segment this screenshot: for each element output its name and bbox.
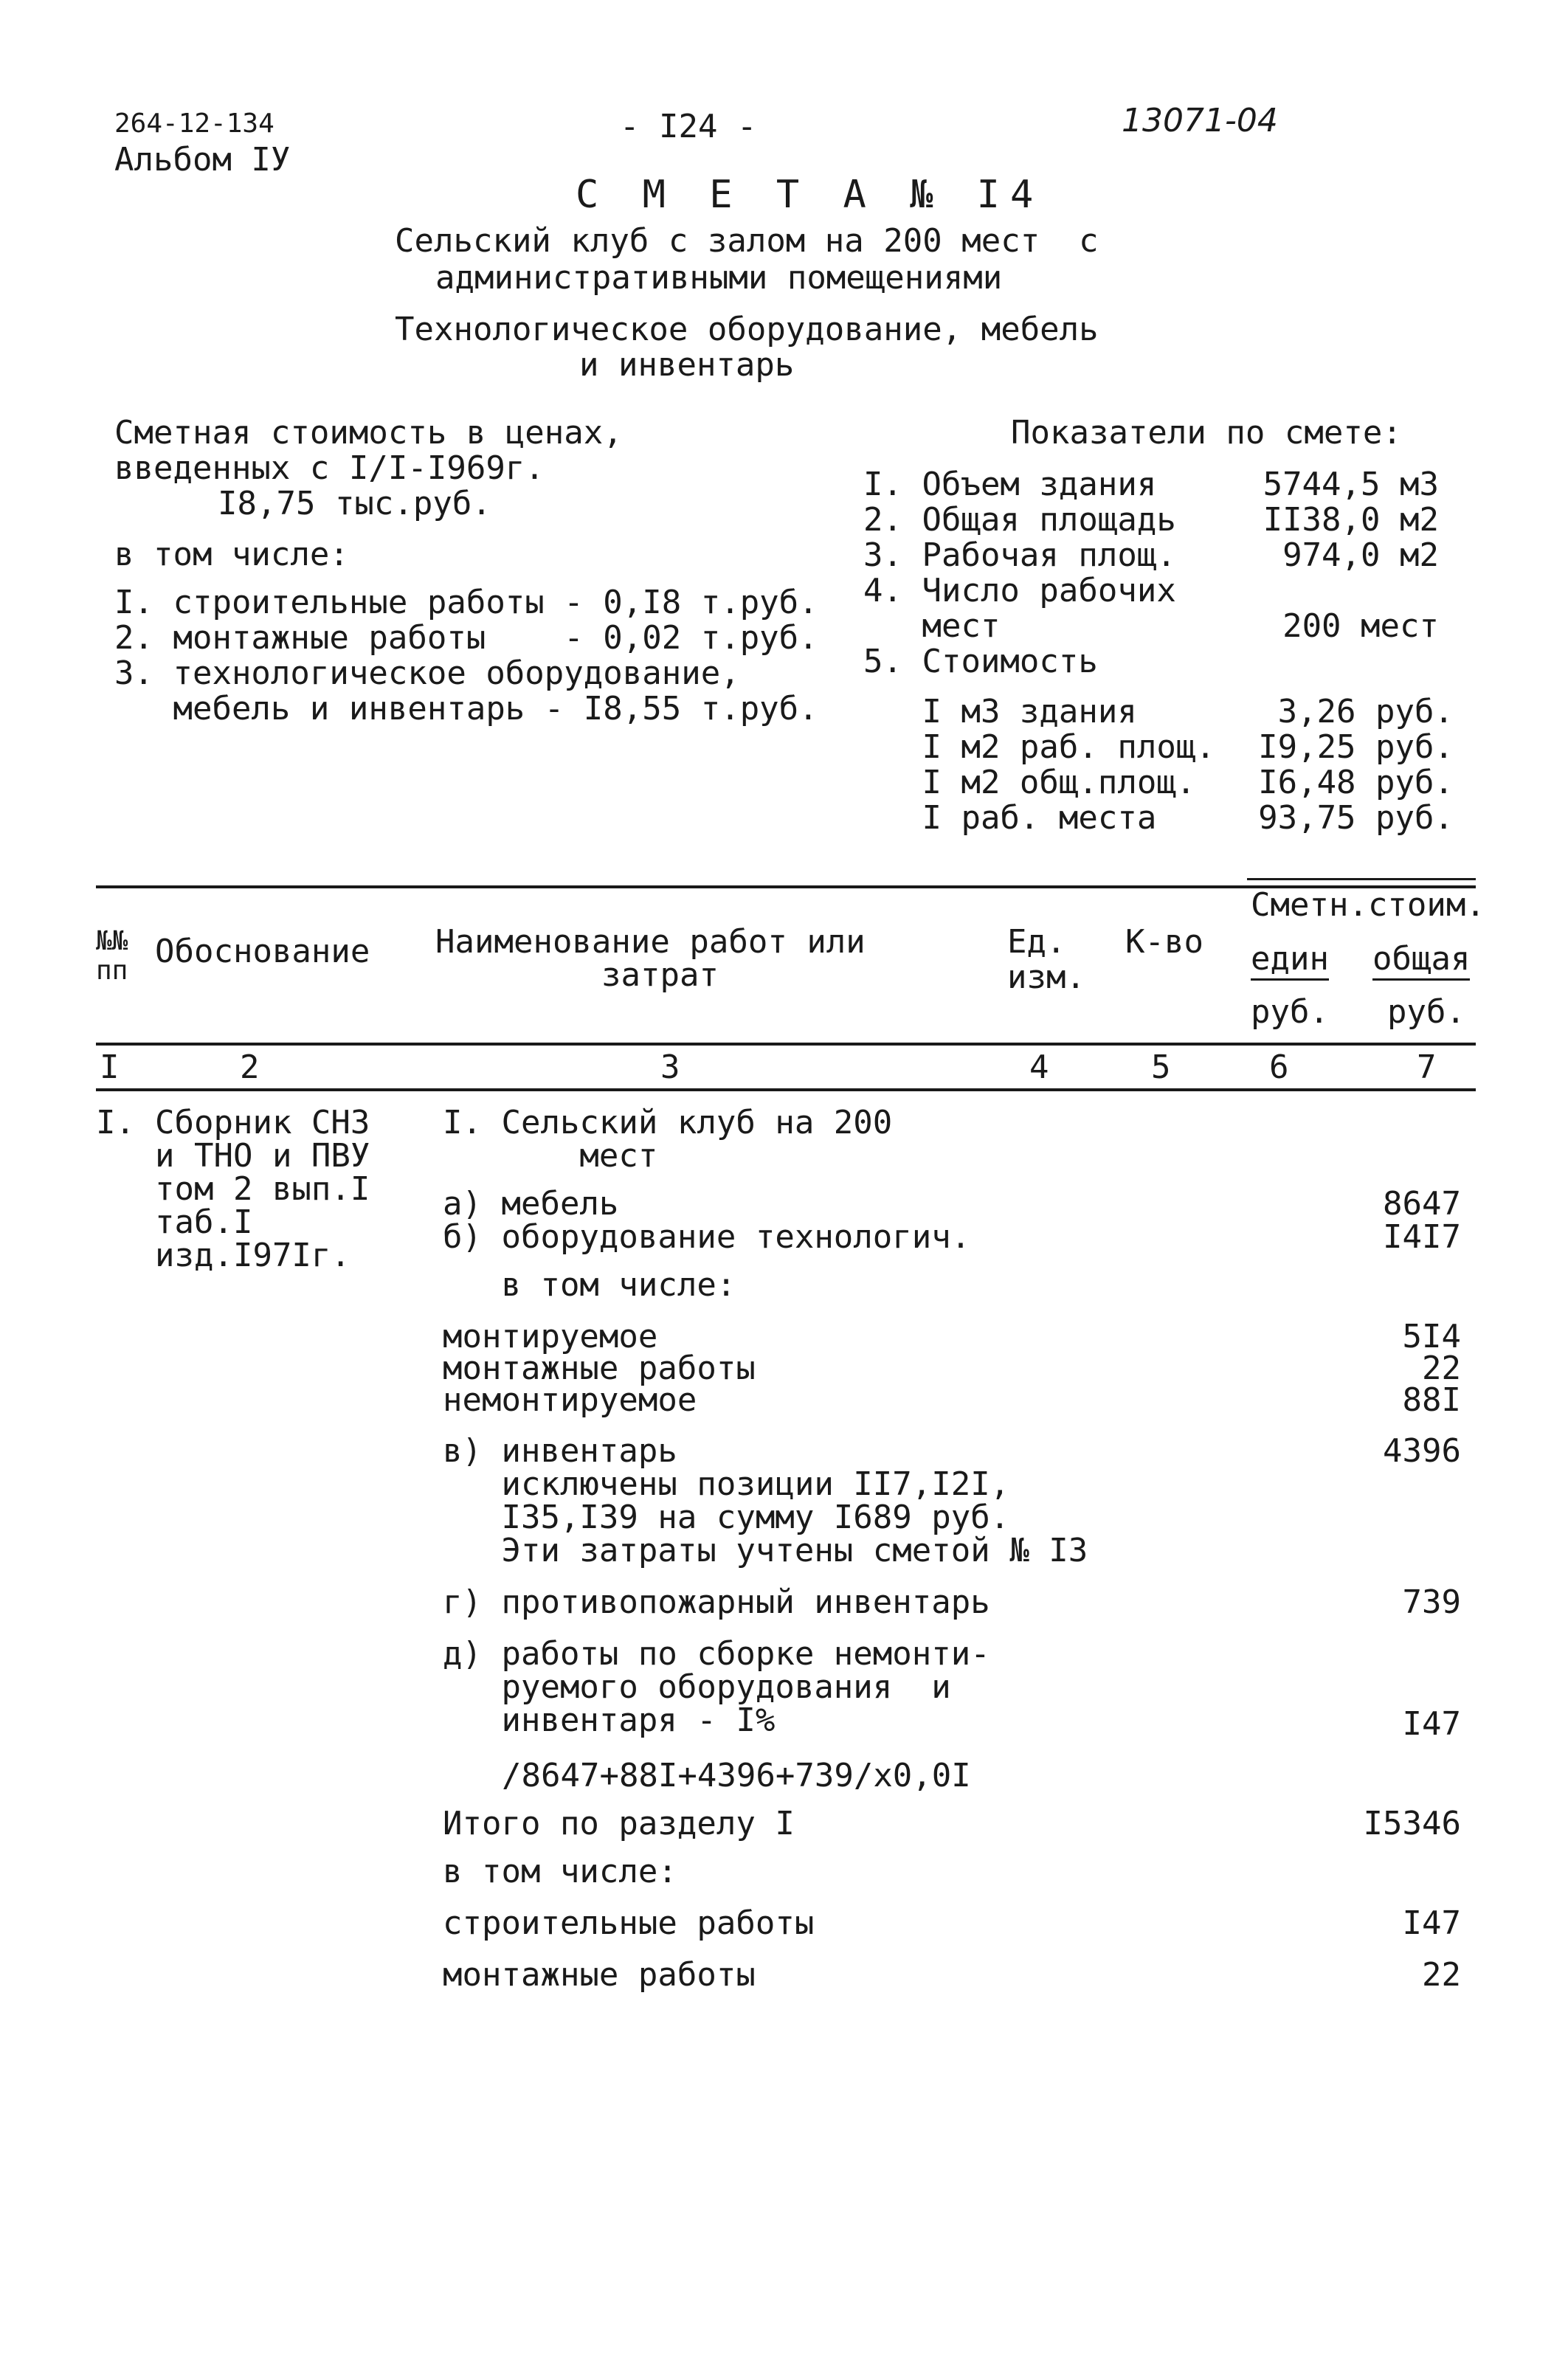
header-number-line2: пп [96,956,128,986]
cost-line-1: Сметная стоимость в ценах, [114,414,623,452]
entry-value: 739 [1402,1583,1461,1621]
indicator-label: 4. Число рабочих [863,572,1176,609]
header-quantity: К-во [1125,923,1203,961]
entry-unmounted: немонтируемое [443,1381,697,1419]
cost-including: в том числе: [114,536,349,573]
indicator-label: I м2 раб. площ. [863,728,1215,766]
entry-fire-inventory: г) противопожарный инвентарь [443,1583,990,1621]
indicator-label: 3. Рабочая площ. [863,536,1176,574]
basis-line: Сборник СНЗ [155,1104,370,1141]
entry-heading: I. Сельский клуб на 200 [443,1104,893,1141]
header-basis: Обоснование [155,933,370,970]
row-number: I. [96,1104,135,1141]
header-number-line1: №№ [96,926,128,956]
header-total-cost: общая [1372,943,1470,981]
indicator-value: 5744,5 м3 [1263,466,1439,503]
indicator-label: I м2 общ.площ. [863,764,1196,801]
stamp-number: 13071-04 [1122,102,1278,139]
entry-installation: монтажные работы [443,1350,756,1387]
entry-value: 5I4 [1402,1318,1461,1355]
indicator-label: I. Объем здания [863,466,1157,503]
entry-section-total: Итого по разделу I [443,1805,795,1842]
entry-note: исключены позиции II7,I2I, [443,1465,1010,1503]
header-rub-total: руб. [1387,993,1465,1031]
entry-value: 88I [1402,1381,1461,1419]
object-line-2: административными помещениями [435,259,1003,297]
entry-assembly: д) работы по сборке немонти- [443,1635,990,1673]
cost-line-2: введенных с I/I-I969г. [114,449,545,487]
column-number: 3 [660,1048,680,1086]
cost-item-4: мебель и инвентарь - I8,55 т.руб. [114,690,818,728]
indicator-value: 93,75 руб. [1258,799,1454,837]
entry-heading: мест [443,1137,658,1175]
section-line-1: Технологическое оборудование, мебель [395,311,1099,348]
indicator-label: 2. Общая площадь [863,501,1176,539]
entry-formula: /8647+88I+4396+739/x0,0I [502,1757,971,1794]
entry-value: 22 [1422,1956,1461,1994]
column-number: 5 [1151,1048,1171,1086]
indicator-label: I м3 здания [863,693,1137,730]
column-number: 4 [1029,1048,1049,1086]
column-number-rule [96,1088,1476,1091]
entry-value: I4I7 [1383,1218,1461,1256]
cost-item-2: 2. монтажные работы - 0,02 т.руб. [114,619,818,657]
entry-including: в том числе: [443,1853,677,1890]
cost-item-1: I. строительные работы - 0,I8 т.руб. [114,584,818,621]
table-header-rule [96,1043,1476,1046]
entry-value: I5346 [1363,1805,1461,1842]
indicator-value: I6,48 руб. [1258,764,1454,801]
entry-equipment: б) оборудование технологич. [443,1218,971,1256]
entry-value: 22 [1422,1350,1461,1387]
section-line-2: и инвентарь [579,346,795,384]
entry-note: Эти затраты учтены сметой № I3 [443,1532,1088,1569]
entry-value: 8647 [1383,1185,1461,1223]
indicators-heading: Показатели по смете: [1011,414,1402,452]
entry-inventory: в) инвентарь [443,1432,677,1470]
column-number: 2 [240,1048,260,1086]
cost-total: I8,75 тыс.руб. [218,485,491,522]
entry-assembly: инвентаря - I% [443,1701,776,1739]
header-name-line1: Наименование работ или [435,923,866,961]
basis-line: изд.I97Iг. [155,1237,350,1274]
entry-value: I47 [1402,1904,1461,1942]
column-number: 6 [1269,1048,1289,1086]
header-name-line2: затрат [601,956,719,994]
entry-value: 4396 [1383,1432,1461,1470]
album-label: Альбом IУ [114,141,291,179]
entry-mounted: монтируемое [443,1318,658,1355]
cost-group-overline [1247,878,1476,880]
indicator-value: II38,0 м2 [1263,501,1439,539]
basis-line: таб.I [155,1203,253,1241]
project-code: 264-12-134 [114,108,274,139]
column-number: 7 [1417,1048,1437,1086]
basis-line: и ТНО и ПВУ [155,1137,370,1175]
column-number: I [100,1048,120,1086]
object-line-1: Сельский клуб с залом на 200 мест с [395,222,1099,260]
indicator-value: I9,25 руб. [1258,728,1454,766]
indicator-value: 3,26 руб. [1277,693,1454,730]
header-unit-cost: един [1251,943,1329,981]
header-unit-line2: изм. [1007,958,1085,996]
page-number: - I24 - [620,108,757,145]
entry-construction: строительные работы [443,1904,815,1942]
entry-assembly: руемого оборудования и [443,1668,951,1706]
entry-including: в том числе: [443,1266,736,1304]
indicator-value: 200 мест [1282,607,1439,645]
entry-furniture: а) мебель [443,1185,619,1223]
header-rub-unit: руб. [1251,993,1329,1031]
indicator-label: 5. Стоимость [863,643,1098,680]
header-cost-group: Сметн.стоим. [1251,886,1485,924]
header-unit-line1: Ед. [1007,923,1066,961]
indicator-value: 974,0 м2 [1282,536,1439,574]
document-title: С М Е Т А № I4 [576,173,1044,217]
indicator-label: мест [863,607,1001,645]
entry-note: I35,I39 на сумму I689 руб. [443,1499,1010,1536]
indicator-label: I раб. места [863,799,1157,837]
entry-value: I47 [1402,1705,1461,1743]
basis-line: том 2 вып.I [155,1170,370,1208]
entry-installation-total: монтажные работы [443,1956,756,1994]
cost-item-3: 3. технологическое оборудование, [114,654,740,692]
